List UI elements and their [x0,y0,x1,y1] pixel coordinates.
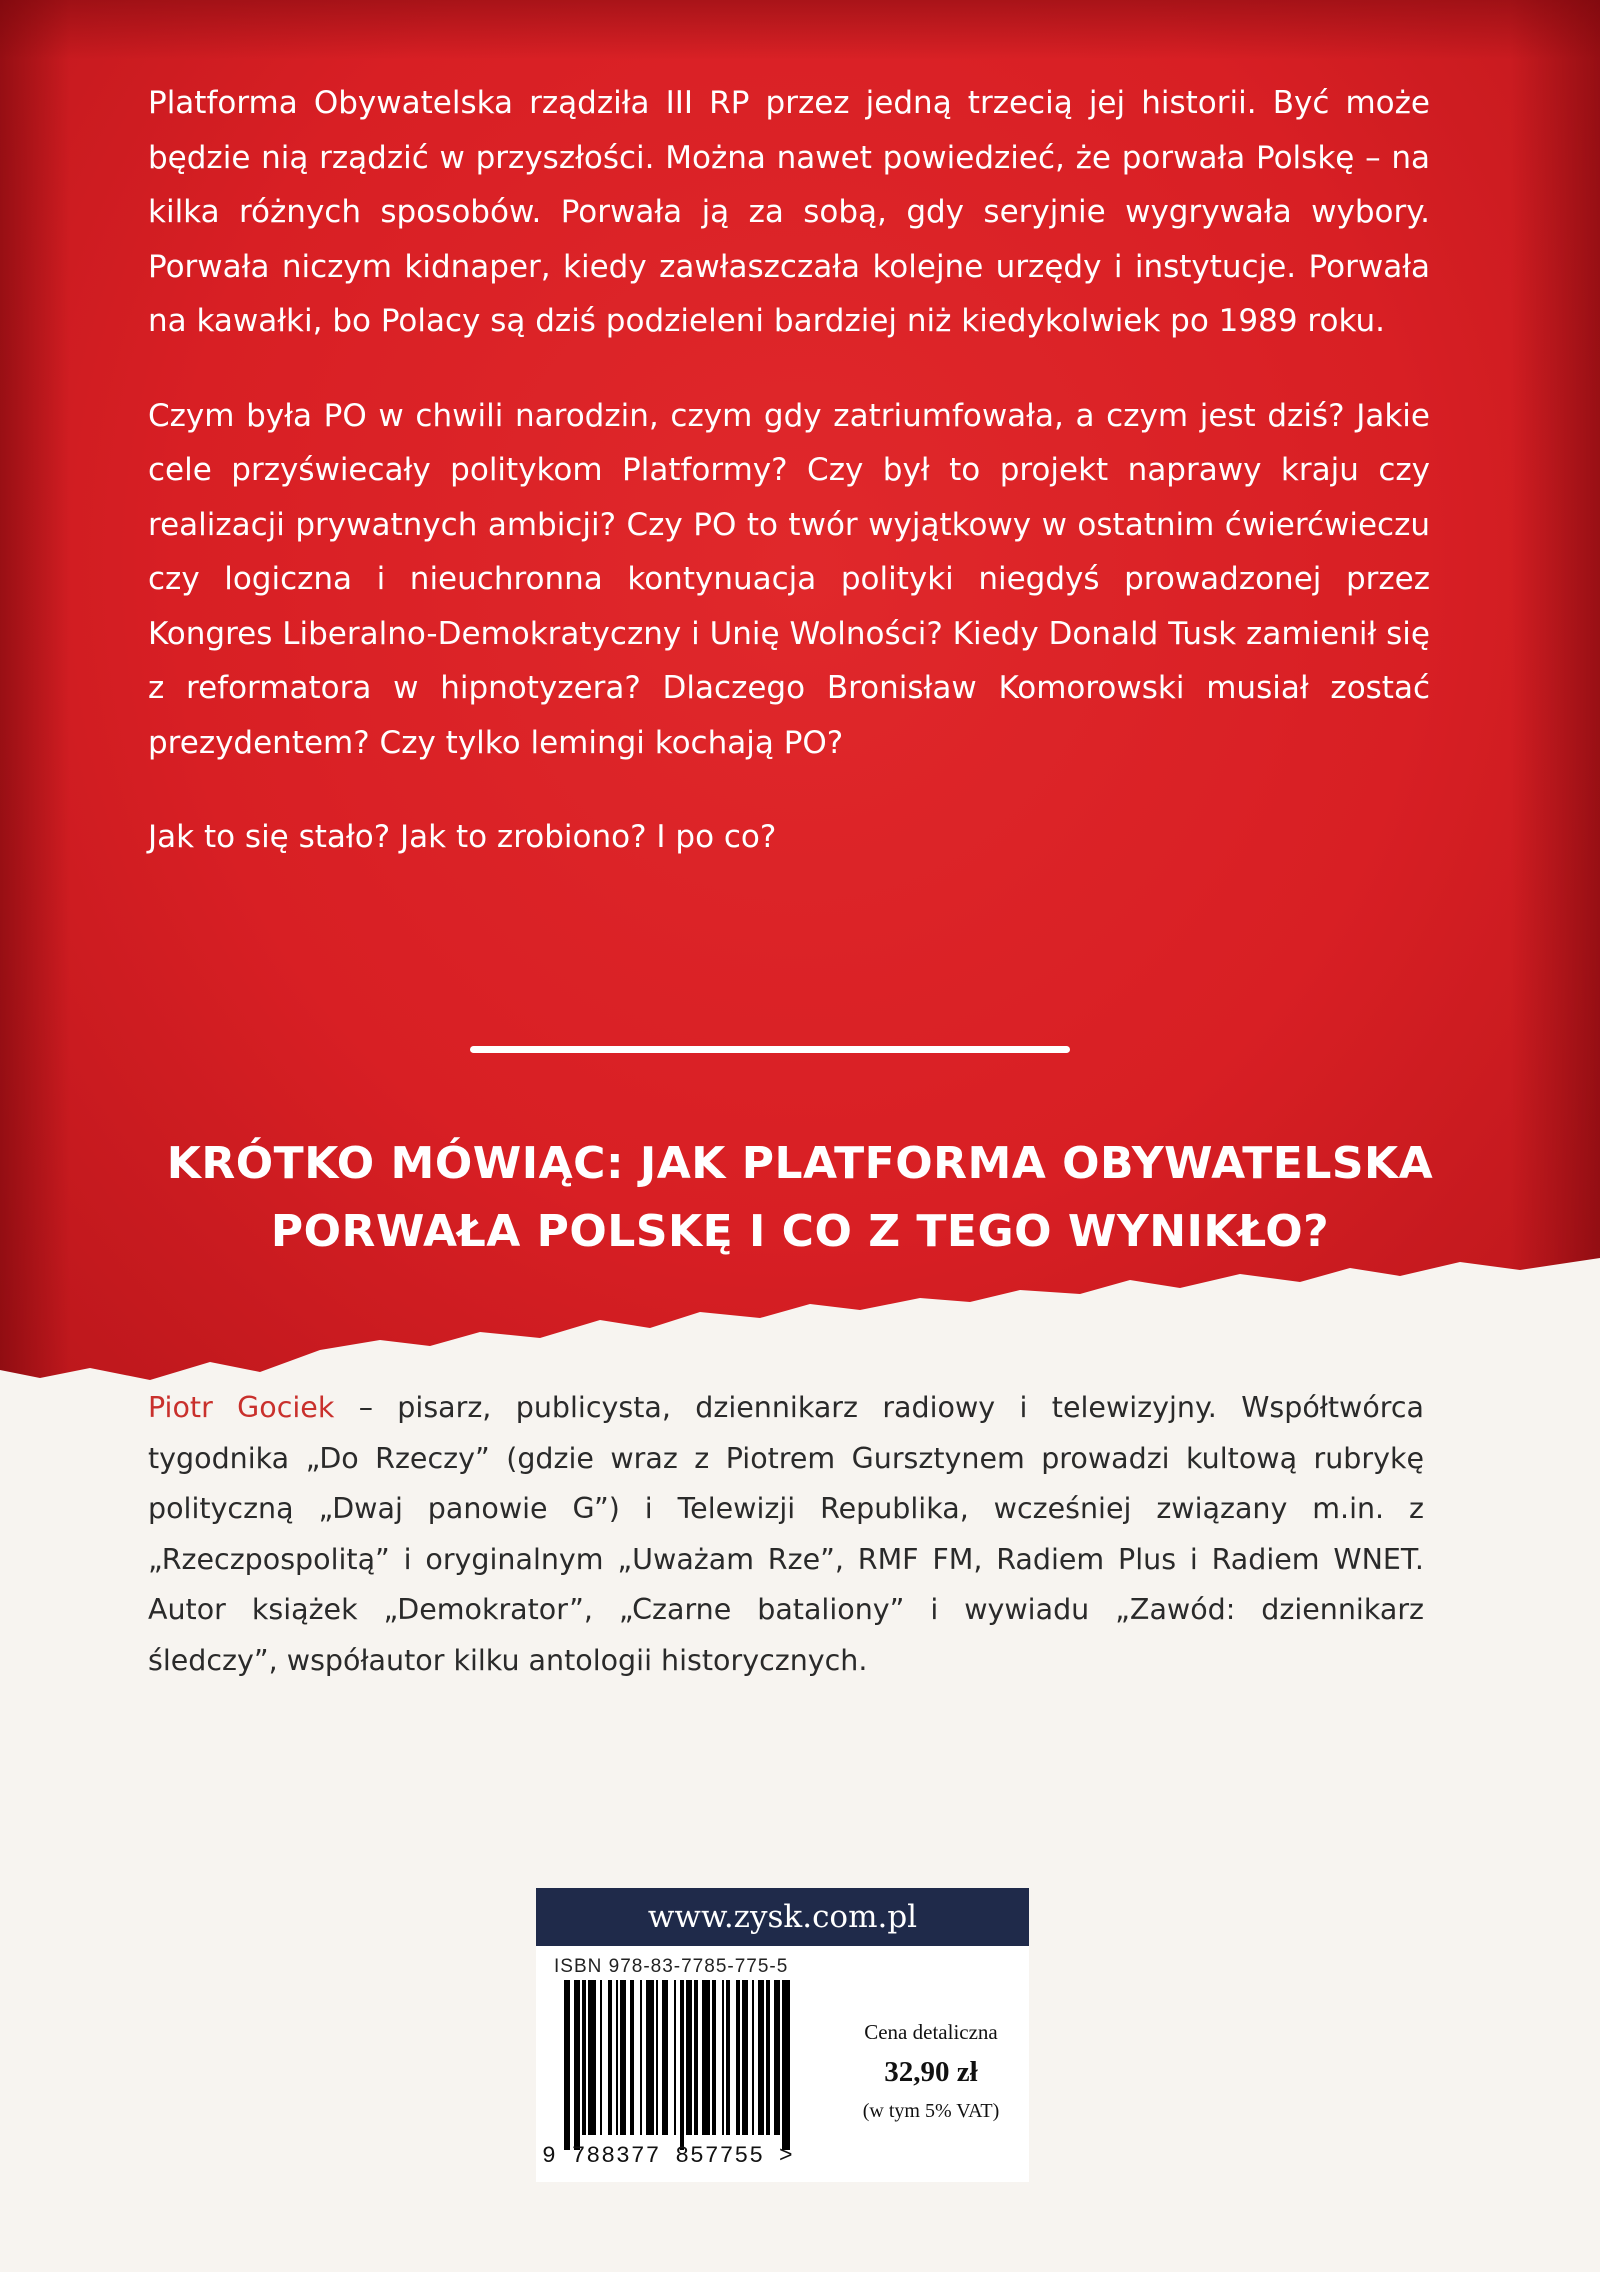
barcode-bar [588,1980,596,2135]
headline-line-2: PORWAŁA POLSKĘ I CO Z TEGO WYNIKŁO? [270,1206,1330,1257]
barcode-label [536,1888,1029,2182]
barcode-bar [694,1980,698,2135]
barcode-bar [656,1980,658,2135]
description [148,76,1430,905]
barcode-bar [726,1980,730,2135]
barcode-bar [712,1980,716,2135]
price-block [836,2016,1026,2126]
description-paragraph-2: Czym była PO w chwili narodzin, czym gdy zatriumfowała, a czym jest dziś? Jakie cele przyświecały politykom Platformy? Czy był to projekt naprawy kraju czy realizacji prywatnych ambicji? Czy PO to twór wyjątkowy w ostatnim ćwierćwieczu czy logiczna i nieuchronna kontynuacja polityki niegdyś prowadzonej przez Kongres Liberalno-Demokratyczny i Unię Wolności? Kiedy Donald Tusk zamienił się z reformatora w hipnotyzera? Dlaczego Bronisław Komorowski musiał zostać prezydentem? Czy tylko lemingi kochają PO? [148,397,1430,761]
author-name: Piotr Gociek [148,1391,335,1424]
barcode-bar [758,1980,764,2135]
headline-line-1: KRÓTKO MÓWIĄC: JAK PLATFORMA OBYWATELSKA [166,1138,1434,1189]
vat-note: (w tym 5% VAT) [862,2100,1000,2122]
barcode-bar [736,1980,740,2135]
barcode-bar [674,1980,676,2135]
barcode-bar [620,1980,626,2135]
divider-line [470,1046,1070,1053]
barcode-bars [564,1980,837,2140]
barcode-bar [630,1980,634,2135]
barcode-bar [662,1980,668,2135]
barcode-bar [752,1980,754,2135]
barcode-bar [742,1980,748,2135]
barcode-bar [680,1980,684,2150]
isbn-text: ISBN 978-83-7785-775-5 [554,1956,789,1977]
barcode-bar [564,1980,570,2150]
barcode-bar [782,1980,790,2150]
barcode-bar [646,1980,654,2135]
price-label: Cena detaliczna [864,2020,998,2044]
grunge-edge-left [0,0,70,1420]
barcode-bar [686,1980,692,2135]
barcode-bar [574,1980,580,2150]
barcode-bar [608,1980,612,2135]
author-bio [148,1383,1424,1686]
barcode-bar [766,1980,770,2135]
author-bio-text: – pisarz, publicysta, dziennikarz radiowy i telewizyjny. Współtwórca tygodnika „Do Rzeczy” (gdzie wraz z Piotrem Gursztynem prowadzi kultową rubrykę polityczną „Dwaj panowie G”) i Telewizji Republika, wcześniej związany m.in. z „Rzeczpospolitą” i oryginalnym „Uważam Rze”, RMF FM, Radiem Plus i Radiem WNET. Autor książek „Demokrator”, „Czarne bataliony” i wywiadu „Zawód: dziennikarz śledczy”, współautor kilku antologii historycznych. [148,1391,1425,1677]
grunge-edge-right [1510,0,1600,1420]
publisher-website: www.zysk.com.pl [536,1888,1029,1946]
barcode-bar [774,1980,780,2135]
barcode-bar [582,1980,586,2135]
grunge-edge-top [0,0,1600,60]
barcode-digits: 9 788377 857755 > [542,2143,794,2169]
barcode-bar [600,1980,602,2135]
description-paragraph-1: Platforma Obywatelska rządziła III RP przez jedną trzecią jej historii. Być może będzie nią rządzić w przyszłości. Można nawet powiedzieć, że porwała Polskę – na kilka różnych sposobów. Porwała ją za sobą, gdy seryjnie wygrywała wybory. Porwała niczym kidnaper, kiedy zawłaszczała kolejne urzędy i instytucje. Porwała na kawałki, bo Polacy są dziś podzieleni bardziej niż kiedykolwiek po 1989 roku. [148,85,1430,339]
headline [100,1130,1500,1266]
description-paragraph-3: Jak to się stało? Jak to zrobiono? I po co? [148,819,777,855]
barcode-bar [722,1980,724,2135]
barcode-bar [702,1980,710,2135]
barcode-bar [640,1980,642,2135]
barcode-bar [616,1980,618,2135]
price-value: 32,90 zł [884,2056,978,2088]
